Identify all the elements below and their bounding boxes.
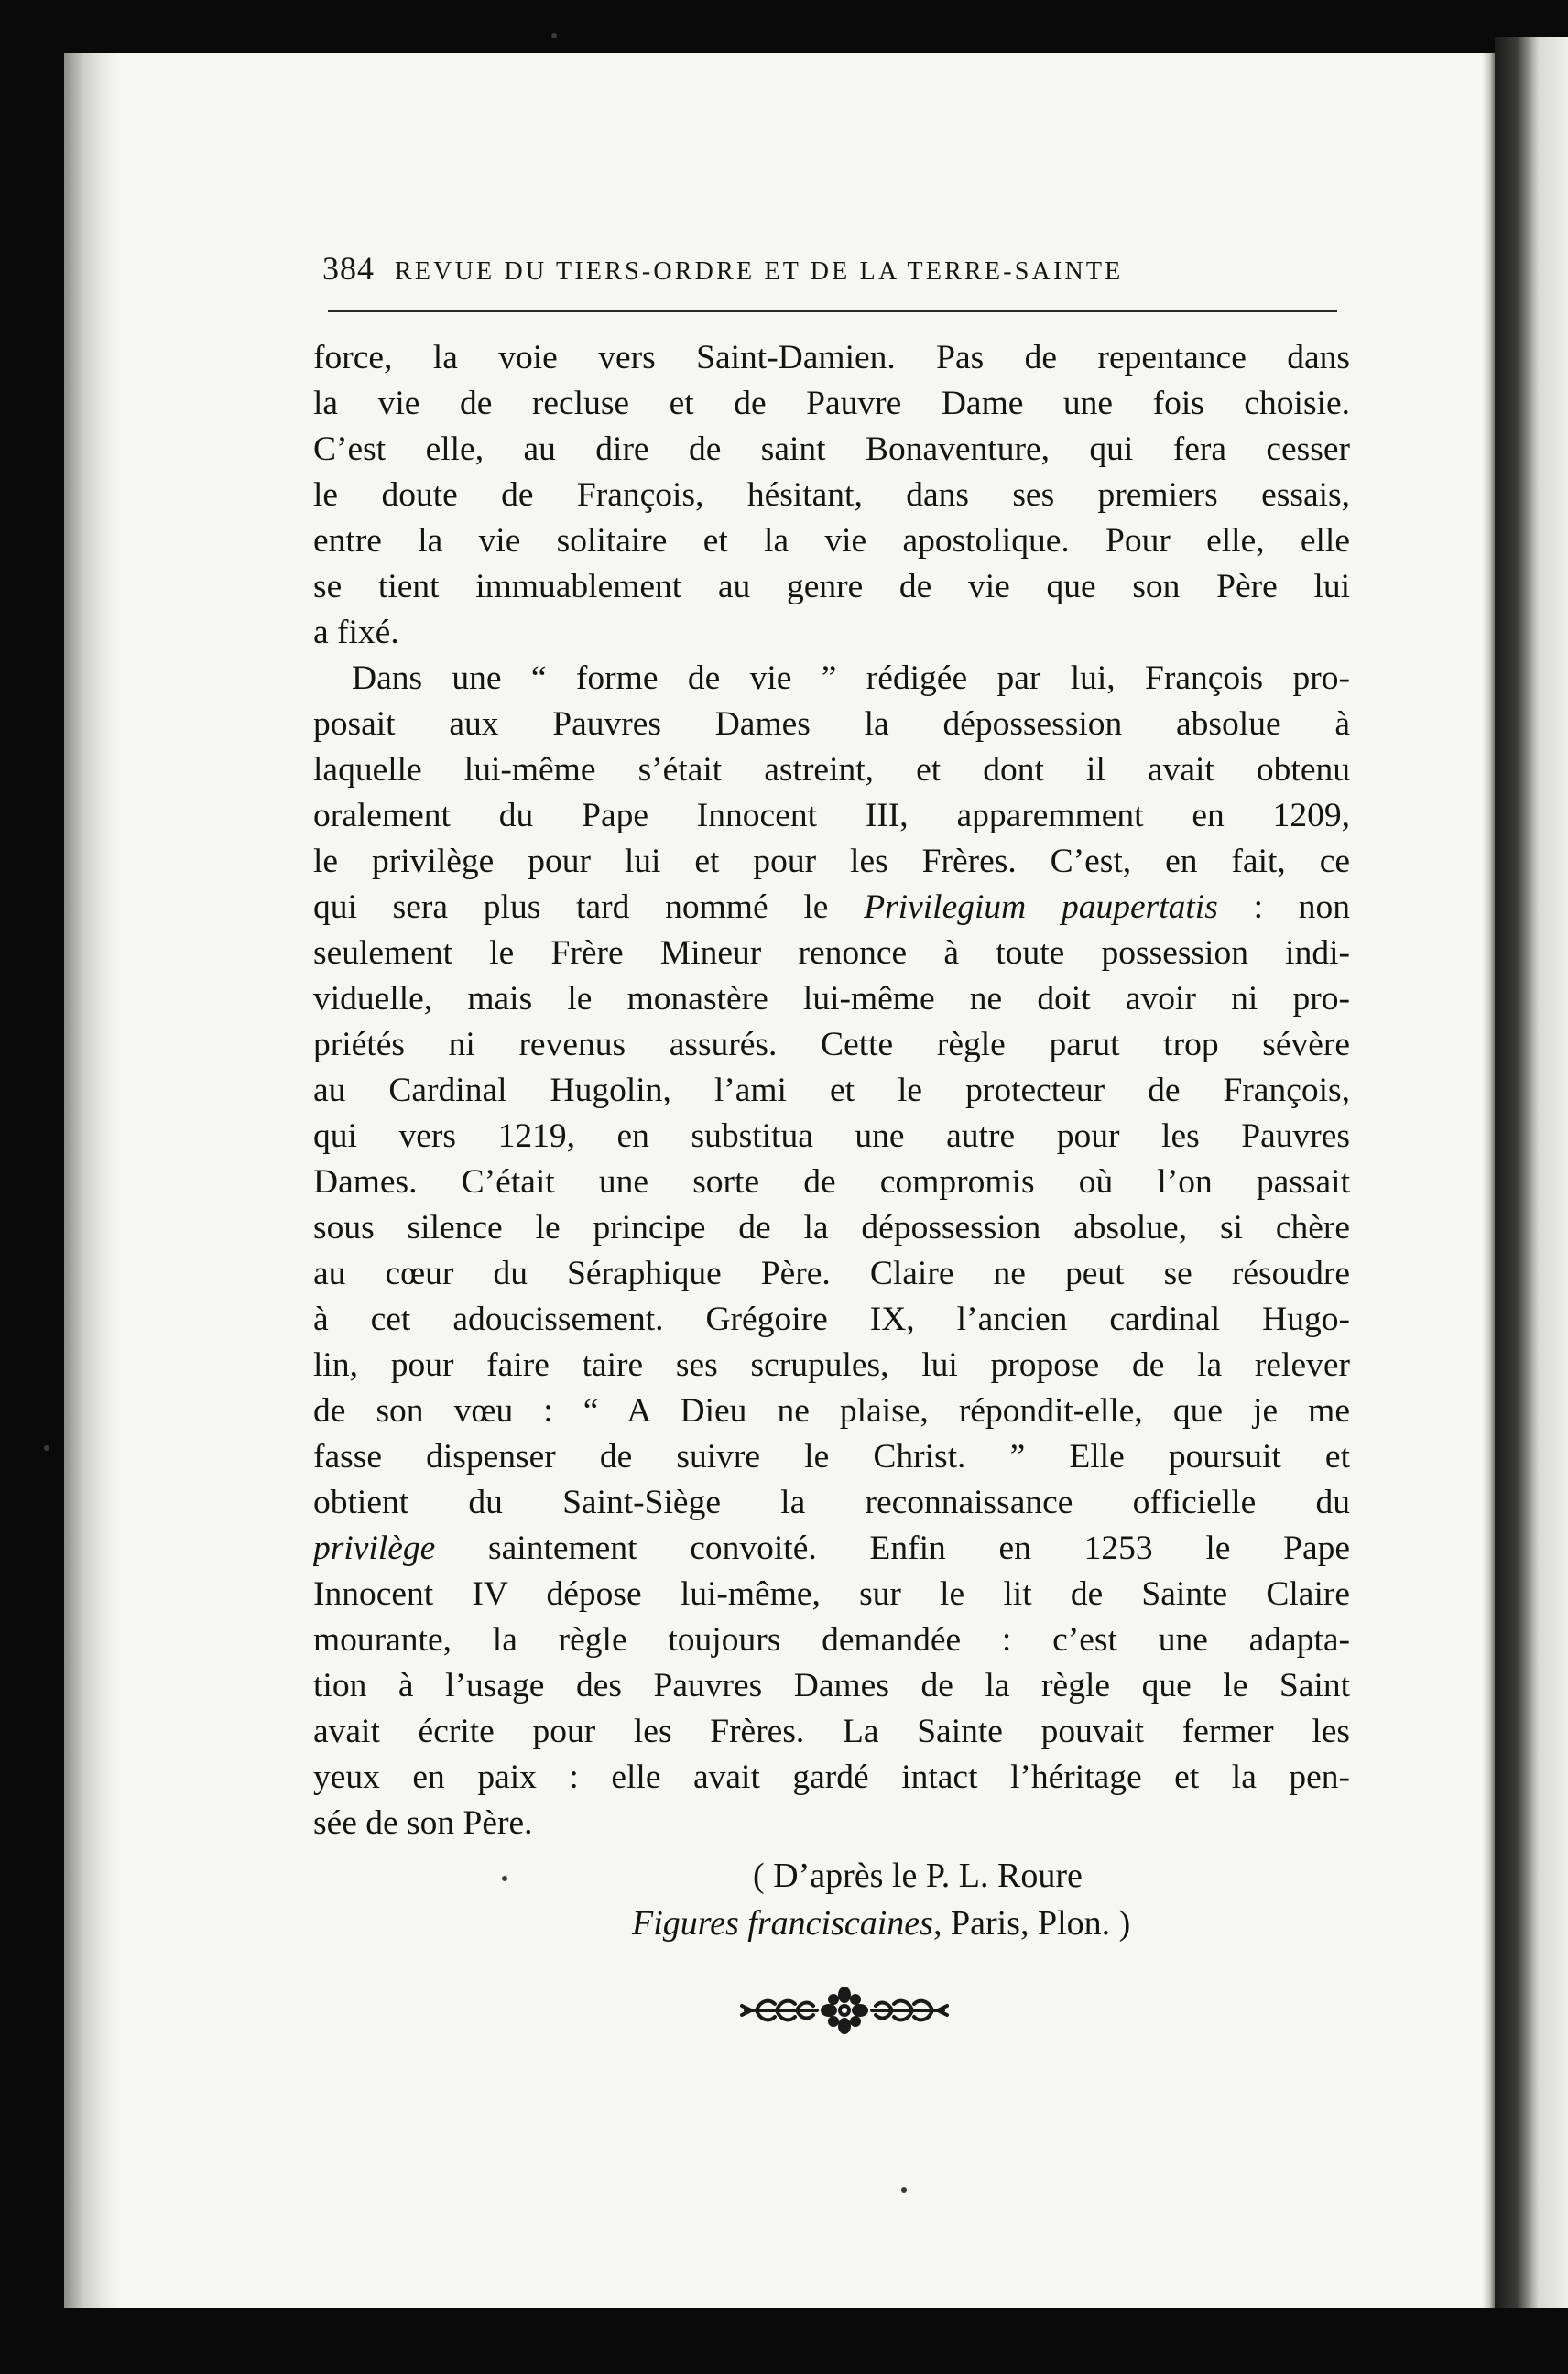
text-line-privilege — [313, 1526, 1350, 1572]
text-line: Dames. C’était une sorte de compromis où l’on passait — [313, 1163, 1350, 1201]
text-line: qui vers 1219, en substitua une autre pour les Pauvres — [313, 1117, 1350, 1155]
article-body — [313, 335, 1350, 1846]
running-title: REVUE DU TIERS-ORDRE ET DE LA TERRE-SAINTE — [395, 257, 1124, 286]
text-line: sous silence le principe de la dépossession absolue, si chère — [313, 1209, 1350, 1247]
text-line: laquelle lui-même s’était astreint, et dont il avait obtenu — [313, 751, 1350, 789]
paragraph-1 — [313, 335, 1350, 656]
running-header — [322, 249, 1346, 295]
paragraph-2 — [313, 656, 1350, 1846]
citation-source — [632, 1900, 1273, 1947]
text-line: yeux en paix : elle avait gardé intact l’héritage et la pen- — [313, 1759, 1350, 1796]
scan-speck — [551, 33, 557, 38]
italic-privilegium: Privilegium paupertatis — [864, 888, 1218, 926]
italic-privilege: privilège — [313, 1530, 436, 1567]
text-line: lin, pour faire taire ses scrupules, lui propose de la relever — [313, 1346, 1350, 1384]
scan-speck — [44, 1445, 49, 1451]
adjacent-page-edge — [1495, 37, 1568, 2363]
text-line: posait aux Pauvres Dames la dépossession absolue à — [313, 705, 1350, 743]
page-gutter-shadow — [64, 53, 121, 2308]
scan-speck — [901, 2187, 907, 2193]
line-start: qui sera plus tard nommé le — [313, 888, 829, 926]
text-line: Dans une “ forme de vie ” rédigée par lui, François pro- — [352, 659, 1350, 697]
text-line: se tient immuablement au genre de vie que son Père lui — [313, 568, 1350, 605]
text-line: fasse dispenser de suivre le Christ. ” Elle poursuit et — [313, 1438, 1350, 1476]
text-line: de son vœu : “ A Dieu ne plaise, répondit-elle, que je me — [313, 1392, 1350, 1430]
text-line: au Cardinal Hugolin, l’ami et le protecteur de François, — [313, 1072, 1350, 1109]
text-line: au cœur du Séraphique Père. Claire ne peut se résoudre — [313, 1255, 1350, 1292]
text-line: seulement le Frère Mineur renonce à toute possession indi- — [313, 934, 1350, 972]
scan-border — [0, 2308, 1568, 2374]
text-line: mourante, la règle toujours demandée : c’est une adapta- — [313, 1621, 1350, 1659]
text-line: force, la voie vers Saint-Damien. Pas de repentance dans — [313, 339, 1350, 376]
text-line: entre la vie solitaire et la vie apostolique. Pour elle, elle — [313, 522, 1350, 560]
page-number: 384 — [322, 250, 375, 287]
text-line: Innocent IV dépose lui-même, sur le lit de Sainte Claire — [313, 1575, 1350, 1613]
text-line: avait écrite pour les Frères. La Sainte pouvait fermer les — [313, 1713, 1350, 1750]
text-line: le doute de François, hésitant, dans ses premiers essais, — [313, 476, 1350, 514]
floral-ornament-icon — [738, 1986, 951, 2035]
text-line: sée de son Père. — [313, 1804, 533, 1842]
text-line: oralement du Pape Innocent III, apparemment en 1209, — [313, 797, 1350, 834]
citation-book-title: Figures franciscaines — [632, 1904, 933, 1943]
citation-author: ( D’après le P. L. Roure — [753, 1857, 1083, 1895]
citation-publisher: , Paris, Plon. ) — [932, 1904, 1131, 1943]
header-rule — [328, 310, 1337, 312]
text-line: le privilège pour lui et pour les Frères. C’est, en fait, ce — [313, 843, 1350, 880]
line-end: : non — [1217, 888, 1350, 926]
source-citation — [632, 1852, 1273, 1947]
line-rest: saintement convoité. Enfin en 1253 le Pape — [488, 1530, 1350, 1567]
text-line-privilegium — [313, 885, 1350, 931]
text-line: C’est elle, au dire de saint Bonaventure, qui fera cesser — [313, 430, 1350, 468]
text-line: viduelle, mais le monastère lui-même ne doit avoir ni pro- — [313, 980, 1350, 1018]
text-line: priétés ni revenus assurés. Cette règle parut trop sévère — [313, 1026, 1350, 1063]
text-line: tion à l’usage des Pauvres Dames de la règle que le Saint — [313, 1667, 1350, 1704]
page-edge-shadow — [1482, 53, 1495, 2308]
text-line: obtient du Saint-Siège la reconnaissance officielle du — [313, 1484, 1350, 1521]
text-line: a fixé. — [313, 614, 399, 651]
text-line: à cet adoucissement. Grégoire IX, l’ancien cardinal Hugo- — [313, 1301, 1350, 1338]
text-line: la vie de recluse et de Pauvre Dame une fois choisie. — [313, 385, 1350, 422]
scan-speck — [502, 1876, 507, 1881]
